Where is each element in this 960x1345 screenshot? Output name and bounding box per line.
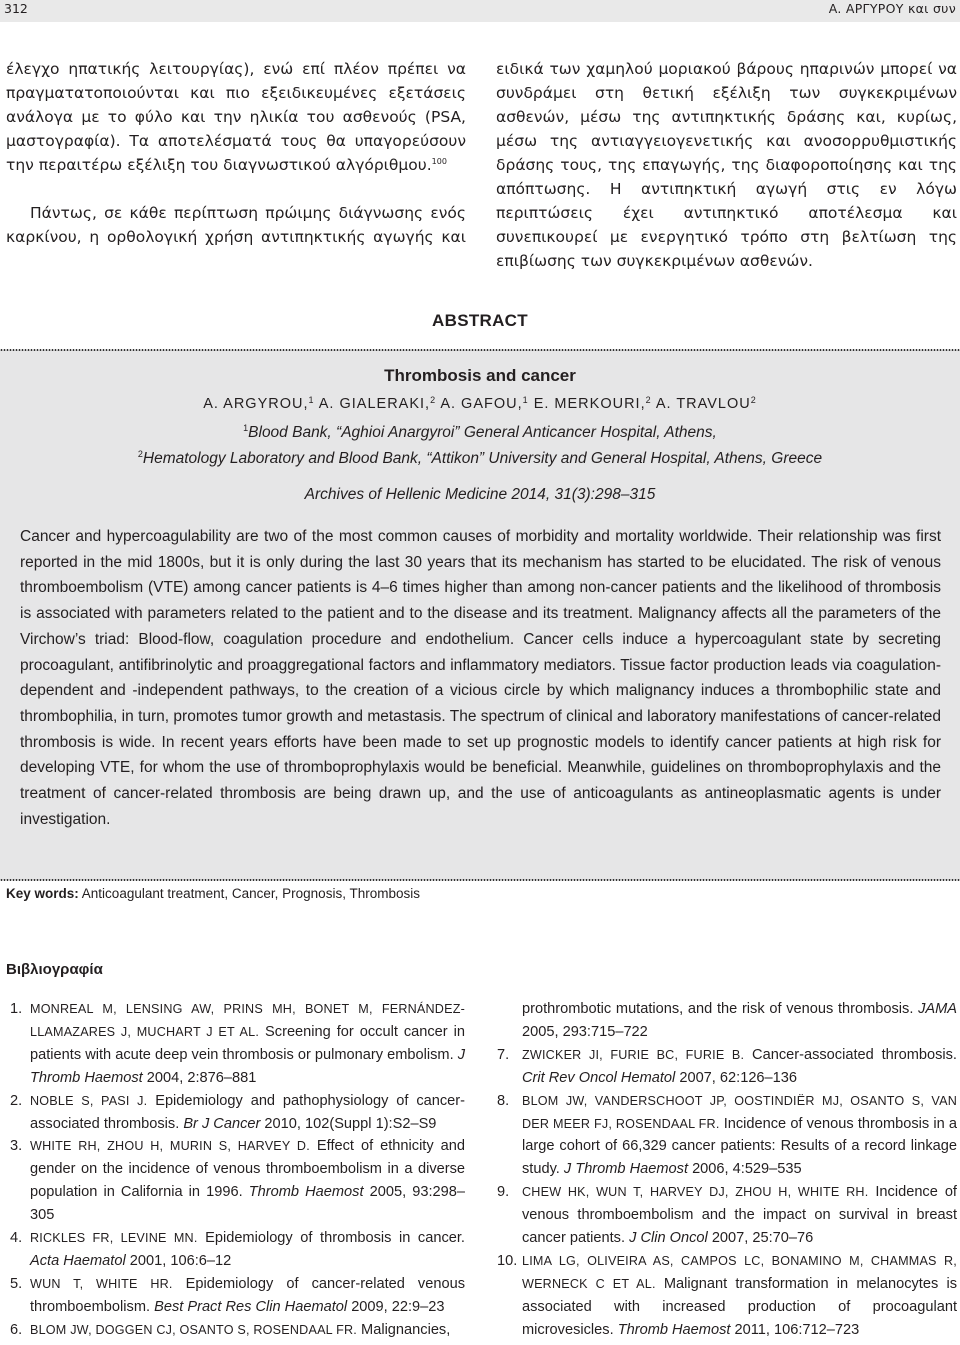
keywords <box>6 886 420 901</box>
reference-text <box>30 1319 465 1342</box>
reference-title: prothrombotic mutations, and the risk of venous thrombosis. <box>522 1001 919 1017</box>
journal-citation: Archives of Hellenic Medicine 2014, 31(3):298–315 <box>304 486 656 503</box>
reference-number: 6. <box>10 1321 23 1338</box>
affiliation-2 <box>0 450 960 468</box>
citation-superscript: 100 <box>431 157 447 166</box>
reference-journal: J Clin Oncol <box>629 1230 708 1247</box>
keywords-text: Anticoagulant treatment, Cancer, Prognosis, Thrombosis <box>81 886 420 901</box>
keywords-label: Key words: <box>6 886 79 901</box>
reference-title: Effect of ethnicity and gender on the incidence of venous thromboembolism in a diverse population in California in 1996. <box>30 1138 466 1201</box>
reference-text <box>522 1181 957 1250</box>
reference-journal: Br J Cancer <box>183 1115 261 1132</box>
reference-title: Malignant transformation in melanocytes is associated with increased production of procoagulant microvesicles. <box>522 1275 957 1338</box>
author-affiliation-mark: 1 <box>522 395 529 405</box>
reference-journal: JAMA <box>918 1001 957 1017</box>
author-name: A. GAFOU, <box>440 396 523 412</box>
reference-text <box>522 1250 957 1342</box>
reference-cite: 2005, 93:298–305 <box>30 1184 465 1224</box>
reference-text <box>30 1090 465 1136</box>
reference-journal: J Thromb Haemost <box>563 1161 689 1178</box>
references-heading: Βιβλιογραφία <box>6 961 103 978</box>
reference-title: Epidemiology and pathophysiology of cancer-associated thrombosis. <box>30 1092 465 1132</box>
reference-journal: Best Pract Res Clin Haematol <box>154 1298 348 1315</box>
reference-item <box>10 1273 465 1319</box>
reference-authors: BLOM JW, DOGGEN CJ, OSANTO S, ROSENDAAL FR. <box>30 1322 357 1337</box>
reference-cite: 2006, 4:529–535 <box>688 1161 802 1178</box>
reference-journal: Thromb Haemost <box>248 1184 364 1201</box>
greek-paragraph-3: ειδικά των χαμηλού μοριακού βάρους ηπαρινών μπορεί να συνδράμει στη θετική εξέλιξη των συγκεκριμένων ασθενών, μέσω της αντιπηκτικής δράσης και, κυρίως, μέσω της αντιαγγειογενετικής και ανοσορρυθμιστικής δράσης τους, της επαγωγής, της διαφοροποίησης και της απόπτωσης. Η αντιπηκτική αγωγή στις εν λόγω περιπτώσεις έχει αντιπηκτικό αποτέλεσμα και συνεπικουρεί με ενεργητικό τρόπο στη βελτίωση της επιβίωσης των συγκεκριμένων ασθενών. <box>496 60 957 270</box>
reference-title: Screening for occult cancer in patients with acute deep vein thrombosis or pulmonary embolism. <box>30 1023 465 1063</box>
reference-authors: NOBLE S, PASI J. <box>30 1093 148 1108</box>
reference-number: 8. <box>497 1092 510 1109</box>
reference-cite: 2010, 102(Suppl 1):S2–S9 <box>260 1115 437 1132</box>
author-affiliation-mark: 1 <box>308 395 315 405</box>
reference-item <box>10 1227 465 1273</box>
reference-authors: CHEW HK, WUN T, HARVEY DJ, ZHOU H, WHITE RH. <box>522 1185 869 1200</box>
reference-title: Malignancies, <box>357 1321 451 1338</box>
reference-number: 2. <box>10 1092 23 1109</box>
reference-number: 10. <box>497 1252 518 1269</box>
author-name: A. TRAVLOU <box>655 396 751 412</box>
reference-title: Epidemiology of cancer-related venous thromboembolism. <box>30 1275 465 1315</box>
abstract-body: Cancer and hypercoagulability are two of the most common causes of morbidity and mortality worldwide. Their relationship was first reported in the mid 1800s, but it is only during the last 30 years that its mechanism has started to be elucidated. The risk of venous thromboembolism (VTE) among cancer patients is 4–6 times higher than among non-cancer patients and the likelihood of thrombosis is associated with parameters related to the patient and to the disease and its treatment. Malignancy affects all the parameters of the Virchow’s triad: Blood-flow, coagulation procedure and endothelium. Cancer cells induce a hypercoagulant state by secreting procoagulant, antifibrinolytic and proaggregational factors and inflammatory mediators. Tissue factor production leads via coagulation-dependent and -independent pathways, to the creation of a vicious circle by which malignancy induces a thrombophilic state and thrombophilia, in turn, promotes tumor growth and metastasis. The spectrum of clinical and laboratory manifestations of cancer-related thrombosis is wide. In recent years efforts have been made to set up prognostic models to identify cancer patients at high risk for developing VTE, for whom the use of thromboprophylaxis would be beneficial. Meanwhile, guidelines on thromboprophylaxis and the treatment of cancer-related thrombosis are being drawn up, and the use of anticoagulants as antineoplasmatic agents is under investigation. <box>20 528 941 828</box>
author-name: E. MERKOURI, <box>533 396 646 412</box>
greek-paragraph-1 <box>6 57 466 177</box>
reference-item <box>497 1044 957 1090</box>
author-name: A. GIALERAKI, <box>318 396 431 412</box>
author-affiliation-mark: 2 <box>750 395 757 405</box>
reference-text <box>30 1273 465 1319</box>
reference-journal: Crit Rev Oncol Hematol <box>522 1069 676 1086</box>
reference-journal: J Thromb Haemost <box>30 1046 465 1086</box>
reference-authors: ZWICKER JI, FURIE BC, FURIE B. <box>522 1047 745 1062</box>
reference-cite: 2007, 25:70–76 <box>707 1230 814 1247</box>
author-name: A. ARGYROU, <box>203 396 309 412</box>
reference-number: 3. <box>10 1138 23 1155</box>
reference-item <box>10 1090 465 1136</box>
running-author: A. ΑΡΓΥΡΟΥ και συν <box>828 1 956 16</box>
reference-authors: WUN T, WHITE HR. <box>30 1276 173 1291</box>
reference-journal: Acta Haematol <box>30 1252 126 1269</box>
reference-authors: LIMA LG, OLIVEIRA AS, CAMPOS LC, BONAMINO M, CHAMMAS R, WERNECK C ET AL. <box>522 1253 957 1291</box>
references-left-column <box>10 998 465 1342</box>
greek-left-column <box>6 57 466 249</box>
reference-authors: WHITE RH, ZHOU H, MURIN S, HARVEY D. <box>30 1139 310 1154</box>
reference-number: 5. <box>10 1275 23 1292</box>
reference-journal: Thromb Haemost <box>617 1321 731 1338</box>
reference-item <box>10 1319 465 1342</box>
references-right-column <box>497 998 957 1342</box>
reference-title: Incidence of venous thromboembolism and the impact on survival in breast cancer patients. <box>522 1184 957 1247</box>
affiliation-number: 2 <box>137 449 143 459</box>
dotted-rule-top <box>0 349 960 351</box>
greek-right-column <box>496 57 957 273</box>
reference-title: Cancer-associated thrombosis. <box>744 1046 957 1063</box>
reference-text <box>30 1135 465 1227</box>
reference-title: Epidemiology of thrombosis in cancer. <box>197 1230 465 1247</box>
page-number: 312 <box>4 1 28 16</box>
greek-paragraph-2: Πάντως, σε κάθε περίπτωση πρώιμης διάγνωσης ενός καρκίνου, η ορθολογική χρήση αντιπηκτικής αγωγής και <box>6 204 466 246</box>
reference-item <box>10 998 465 1090</box>
reference-item <box>497 998 957 1044</box>
reference-number: 9. <box>497 1184 510 1201</box>
affiliation-number: 1 <box>243 423 249 433</box>
affiliation-text: Hematology Laboratory and Blood Bank, “Attikon” University and General Hospital, Athens, Greece <box>142 450 823 467</box>
abstract-authors <box>0 396 960 412</box>
reference-cite: 2007, 62:126–136 <box>675 1069 798 1086</box>
reference-number: 1. <box>10 1001 23 1017</box>
reference-cite: 2001, 106:6–12 <box>125 1252 232 1269</box>
reference-authors: BLOM JW, VANDERSCHOOT JP, OOSTINDIËR MJ, OSANTO S, VAN DER MEER FJ, ROSENDAAL FR. <box>522 1093 957 1131</box>
running-header <box>0 0 960 22</box>
reference-number: 4. <box>10 1230 23 1247</box>
author-affiliation-mark: 2 <box>645 395 652 405</box>
abstract-title: Thrombosis and cancer <box>384 366 576 385</box>
dotted-rule-bottom <box>0 879 960 881</box>
reference-number: 7. <box>497 1046 510 1063</box>
reference-cite: 2005, 293:715–722 <box>522 1023 648 1040</box>
reference-cite: 2009, 22:9–23 <box>347 1298 445 1315</box>
reference-text <box>30 1227 465 1273</box>
reference-cite: 2011, 106:712–723 <box>730 1321 860 1338</box>
reference-item <box>497 1090 957 1182</box>
reference-item <box>10 1135 465 1227</box>
greek-paragraph-1-text: έλεγχο ηπατικής λειτουργίας), ενώ επί πλέον πρέπει να πραγματατοποιούνται και πιο εξειδικευμένες εξετάσεις ανάλογα με το φύλο και την ηλικία του ασθενούς (PSA, μαστογραφία). Τα αποτελέσματά τους θα υπαγορεύσουν την περαιτέρω εξέλιξη του διαγνωστικού αλγόριθμου. <box>6 60 466 174</box>
abstract-heading: ABSTRACT <box>432 311 528 330</box>
reference-item <box>497 1250 957 1342</box>
reference-text <box>522 998 957 1044</box>
reference-item <box>497 1181 957 1250</box>
reference-text <box>30 998 465 1090</box>
reference-number <box>497 998 522 1044</box>
reference-authors: RICKLES FR, LEVINE MN. <box>30 1231 198 1246</box>
reference-title: Incidence of venous thrombosis in a large cohort of 66,329 cancer patients: Results of a record linkage study. <box>522 1115 957 1178</box>
reference-text <box>522 1090 957 1182</box>
reference-text <box>522 1044 957 1090</box>
affiliation-text: Blood Bank, “Aghioi Anargyroi” General Anticancer Hospital, Athens, <box>248 424 717 441</box>
author-affiliation-mark: 2 <box>430 395 437 405</box>
affiliation-1 <box>0 424 960 442</box>
reference-cite: 2004, 2:876–881 <box>142 1069 257 1086</box>
reference-authors: MONREAL M, LENSING AW, PRINS MH, BONET M, FERNÁNDEZ-LLAMAZARES J, MUCHART J ET AL. <box>30 1002 465 1039</box>
